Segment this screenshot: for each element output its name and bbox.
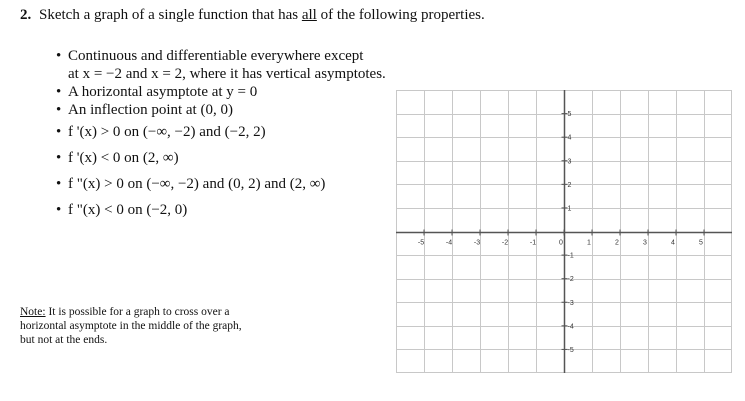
property-item-continued: at x = −2 and x = 2, where it has vertical asymptotes. [68, 66, 386, 82]
x-tick-label: 2 [615, 239, 619, 247]
x-tick-label: -2 [501, 239, 509, 247]
property-item-math: • f "(x) > 0 on (−∞, −2) and (0, 2) and (2, ∞) [56, 171, 386, 197]
y-tick-label: -2 [567, 276, 574, 284]
property-item-math: • f '(x) < 0 on (2, ∞) [56, 145, 386, 171]
x-tick-label: 0 [559, 239, 563, 247]
x-tick-label: -4 [445, 239, 453, 247]
property-item: • A horizontal asymptote at y = 0 [56, 83, 386, 101]
property-item-math: • f '(x) > 0 on (−∞, −2) and (−2, 2) [56, 119, 386, 145]
y-tick-label: -1 [567, 252, 574, 260]
x-tick-label: 5 [699, 239, 703, 247]
note-label: Note: [20, 306, 46, 318]
note-line: but not at the ends. [20, 334, 108, 346]
property-item: • Continuous and differentiable everywhere except [56, 47, 386, 65]
property-list [56, 47, 386, 223]
x-tick-label: 4 [671, 239, 675, 247]
y-tick-label: 4 [567, 134, 572, 142]
coordinate-grid[interactable] [396, 90, 732, 373]
problem-statement [20, 7, 485, 24]
x-tick-label: 3 [643, 239, 647, 247]
x-tick-label: 1 [587, 239, 591, 247]
note-line: horizontal asymptote in the middle of the graph, [20, 320, 242, 332]
x-tick-label: -3 [473, 239, 481, 247]
problem-number: 2. [20, 7, 32, 23]
note [20, 305, 320, 347]
x-tick-label: -1 [529, 239, 537, 247]
y-tick-label: 1 [567, 205, 572, 213]
property-item-math: • f "(x) < 0 on (−2, 0) [56, 197, 386, 223]
property-item: • An inflection point at (0, 0) [56, 101, 386, 119]
y-tick-label: 2 [567, 181, 572, 189]
y-tick-label: 5 [567, 111, 572, 119]
note-line: It is possible for a graph to cross over a [48, 306, 230, 318]
y-tick-label: -4 [567, 323, 574, 331]
problem-text-before: Sketch a graph of a single function that has [39, 7, 299, 23]
problem-emphasis: all [301, 7, 317, 23]
problem-text-after: of the following properties. [320, 7, 485, 23]
x-tick-label: -5 [417, 239, 425, 247]
y-tick-label: -5 [567, 346, 574, 354]
y-tick-label: -3 [567, 299, 574, 307]
y-tick-label: 3 [567, 158, 572, 166]
